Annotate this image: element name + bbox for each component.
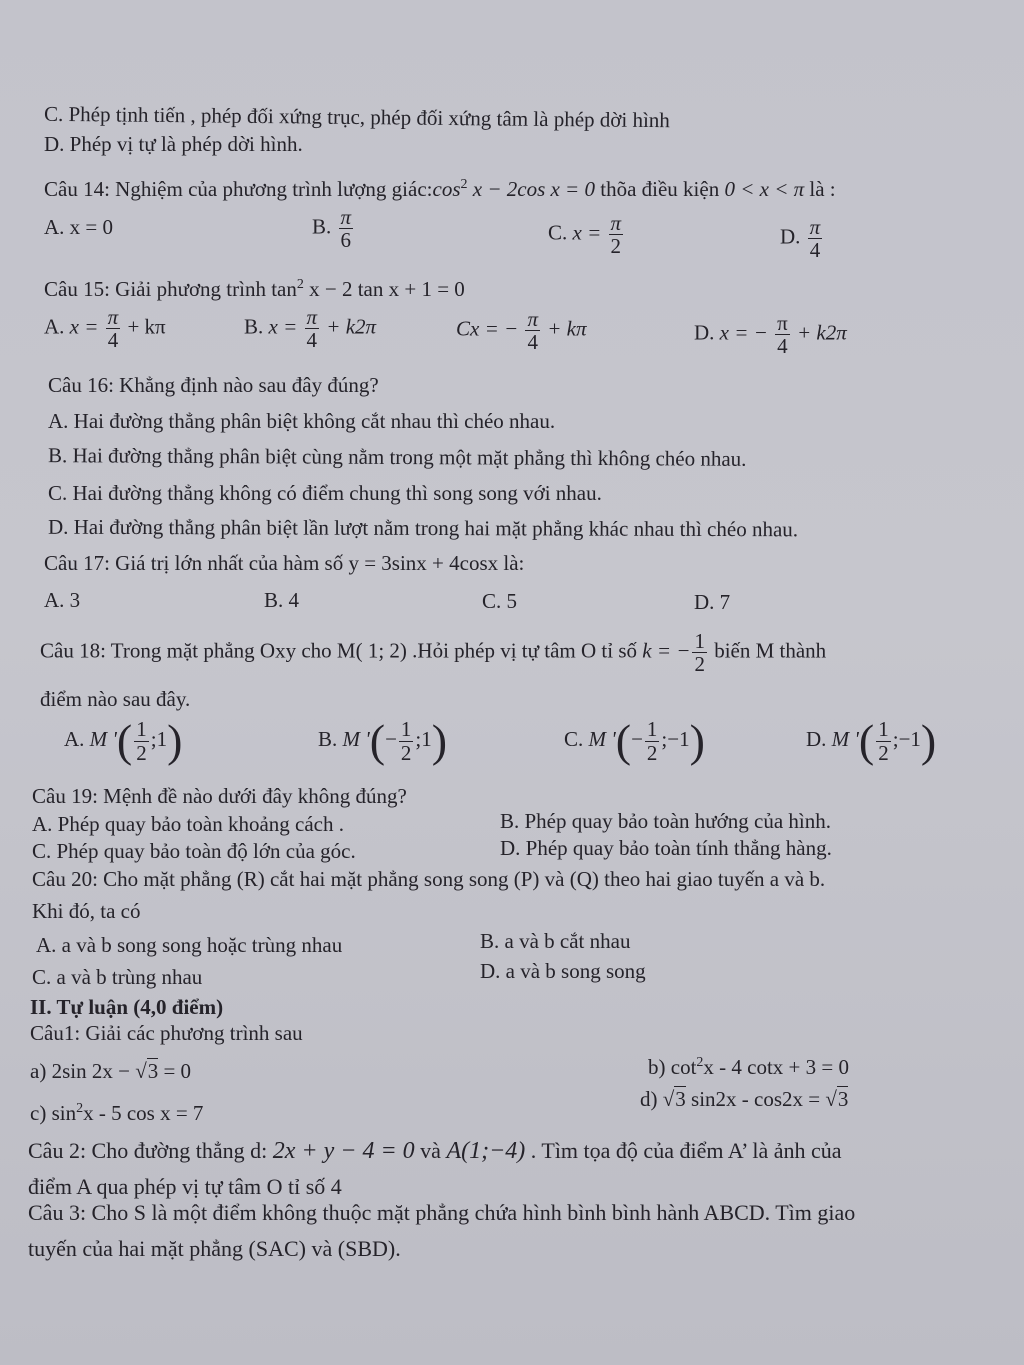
q15-option-d: D. x = − $\frac{\pi}{4}$ + k2π <box>694 311 847 359</box>
cau-1-title: Câu1: Giải các phương trình sau <box>30 1021 303 1045</box>
cau-3: Câu 3: Cho S là một điểm không thuộc mặt phẳng chứa hình bình bình hành ABCD. Tìm giao <box>28 1200 856 1225</box>
cau-1-c: c) $\sin^2x - 5$ cos x = 7 <box>30 1101 204 1125</box>
q18-option-d: D. M '( $\frac{1}{2}$ ;−1) <box>806 715 937 766</box>
q14-option-c: C. x = $\frac{\pi}{2}$ <box>548 211 622 259</box>
q16-option-a: A. Hai đường thẳng phân biệt không cắt nhau thì chéo nhau. <box>48 409 556 433</box>
q14-option-b: B. $\frac{\pi}{6}$ <box>312 205 352 253</box>
cau-3-line2: tuyến của hai mặt phẳng (SAC) và (SBD). <box>28 1236 401 1261</box>
question-17: Câu 17: Giá trị lớn nhất của hàm số y = 3sinx + 4cosx là: <box>44 551 525 575</box>
q16-option-b: B. Hai đường thẳng phân biệt cùng nằm trong một mặt phẳng thì không chéo nhau. <box>47 443 747 471</box>
q16-option-c: C. Hai đường thẳng không có điểm chung thì song song với nhau. <box>48 481 602 505</box>
q20-option-c: C. a và b trùng nhau <box>32 965 203 989</box>
part-2-heading: II. Tự luận (4,0 điểm) <box>30 995 224 1019</box>
q15-option-a: A. x = $\frac{\pi}{4}$ + kπ <box>44 305 166 353</box>
question-16: Câu 16: Khẳng định nào sau đây đúng? <box>48 373 379 397</box>
q15-option-b: B. x = $\frac{\pi}{4}$ + k2π <box>244 305 377 353</box>
q19-option-d: D. Phép quay bảo toàn tính thẳng hàng. <box>500 836 832 860</box>
q17-option-a: A. 3 <box>44 588 81 612</box>
question-14: Câu 14: Nghiệm của phương trình lượng $giác:\cos^2$ x − 2cos x = 0 thõa điều kiện 0 < x < π là : <box>44 177 836 201</box>
cau-1-d: d) √3 sin2x - cos2x = √3 <box>640 1087 849 1111</box>
question-15: Câu 15: Giải phương trình $\tan^2 x - 2$ tan x + 1 = 0 <box>44 277 465 301</box>
q17-option-c: C. 5 <box>482 589 518 613</box>
q18-option-a: A. M '( $\frac{1}{2}$ ;1) <box>64 715 183 766</box>
q14-option-a: A. x = 0 <box>44 215 114 239</box>
q20-option-d: D. a và b song song <box>480 959 646 983</box>
q18-option-c: C. M '(− $\frac{1}{2}$ ;−1) <box>564 715 705 766</box>
q17-option-d: D. 7 <box>694 590 731 614</box>
q15-option-c: Cx = − $\frac{\pi}{4}$ + kπ <box>456 307 587 355</box>
option-c-prev: C. Phép tịnh tiến , phép đối xứng trục, phép đối xứng tâm là phép dời hình <box>43 101 670 133</box>
cau-2: Câu 2: Cho đường thẳng d: 2x + y − 4 = 0 và A(1;−4) . Tìm tọa độ của điểm A’ là ảnh của <box>28 1138 842 1164</box>
q16-option-d: D. Hai đường thẳng phân biệt lần lượt nằm trong hai mặt phẳng khác nhau thì chéo nhau. <box>47 514 799 542</box>
cau-1-b: b) $\cot^2x - 4$ cotx + 3 = 0 <box>648 1055 849 1079</box>
question-18-line2: điểm nào sau đây. <box>40 687 191 711</box>
q20-option-a: A. a và b song song hoặc trùng nhau <box>36 933 343 957</box>
cau-1-a: a) 2sin 2x − √3 = 0 <box>30 1059 192 1083</box>
question-20: Câu 20: Cho mặt phẳng (R) cắt hai mặt phẳng song song (P) và (Q) theo hai giao tuyến a và b. <box>32 867 826 891</box>
q20-option-b: B. a và b cắt nhau <box>480 929 631 953</box>
question-18: Câu 18: Trong mặt phẳng Oxy cho M( 1; 2) .Hỏi phép vị tự tâm O tỉ số k = − $\frac{1}{2}$ biến M thành <box>40 629 827 677</box>
q19-option-a: A. Phép quay bảo toàn khoảng cách . <box>32 812 344 836</box>
cau-2-line2: điểm A qua phép vị tự tâm O tỉ số 4 <box>28 1174 342 1199</box>
question-20-line2: Khi đó, ta có <box>32 899 141 923</box>
q14-option-d: D. $\frac{\pi}{4}$ <box>780 215 821 263</box>
q19-option-b: B. Phép quay bảo toàn hướng của hình. <box>500 809 832 833</box>
q19-option-c: C. Phép quay bảo toàn độ lớn của góc. <box>32 839 356 863</box>
q18-option-b: B. M '(− $\frac{1}{2}$ ;1) <box>318 715 448 766</box>
q17-option-b: B. 4 <box>264 588 300 612</box>
question-19: Câu 19: Mệnh đề nào dưới đây không đúng? <box>32 784 407 808</box>
option-d-prev: D. Phép vị tự là phép dời hình. <box>44 132 303 156</box>
